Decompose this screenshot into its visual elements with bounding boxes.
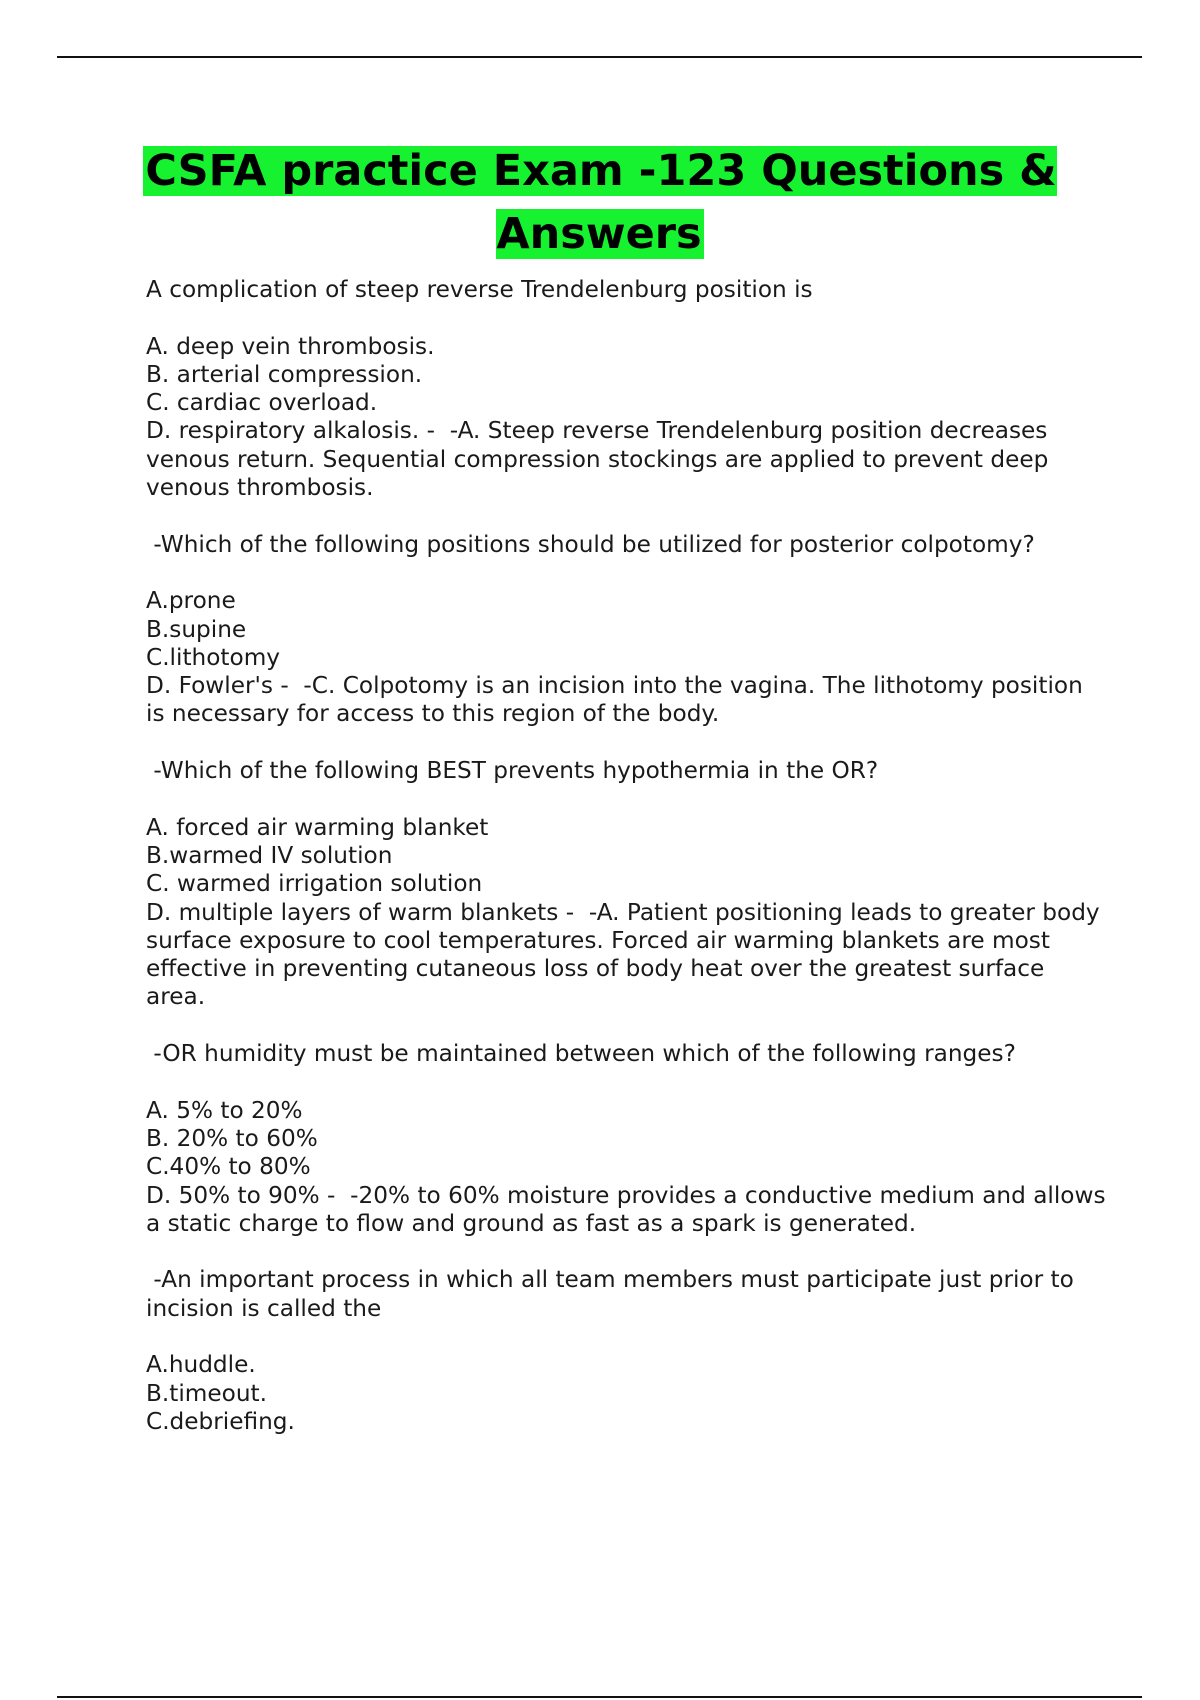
option-b: B.timeout. bbox=[146, 1379, 268, 1407]
top-rule bbox=[57, 56, 1142, 58]
option-b: B. 20% to 60% bbox=[146, 1124, 318, 1152]
option-b: B. arterial compression. bbox=[146, 360, 423, 388]
spacer bbox=[146, 1068, 1106, 1096]
option-d-and-answer: D. respiratory alkalosis. - -A. Steep reverse Trendelenburg position decreases venous return. Sequential compression stockings are applied to prevent deep venous thrombosis. bbox=[146, 417, 1056, 502]
option-c: C. warmed irrigation solution bbox=[146, 870, 483, 898]
question-stem: -Which of the following BEST prevents hypothermia in the OR? bbox=[146, 757, 879, 785]
option-a: A. 5% to 20% bbox=[146, 1096, 303, 1124]
bottom-rule bbox=[57, 1696, 1142, 1698]
page-title: CSFA practice Exam -123 Questions & Answers bbox=[145, 146, 1057, 259]
question-4 bbox=[146, 1040, 1113, 1238]
spacer bbox=[146, 1323, 1106, 1351]
option-b: B.supine bbox=[146, 615, 247, 643]
question-2 bbox=[146, 531, 1106, 729]
option-a: A. deep vein thrombosis. bbox=[146, 332, 435, 360]
option-a: A.huddle. bbox=[146, 1351, 256, 1379]
document-body bbox=[146, 276, 1113, 1464]
option-d-and-answer: D. multiple layers of warm blankets - -A. Patient positioning leads to greater body surface exposure to cool temperatures. Forced air warming blankets are most effective in preventing cutaneous loss of body heat over the greatest surface area. bbox=[146, 898, 1108, 1011]
option-c: C. cardiac overload. bbox=[146, 389, 378, 417]
question-1 bbox=[146, 276, 1106, 502]
title-block bbox=[100, 144, 1100, 270]
spacer bbox=[146, 785, 1106, 813]
option-c: C.debriefing. bbox=[146, 1407, 295, 1435]
option-d-and-answer: D. Fowler's - -C. Colpotomy is an incision into the vagina. The lithotomy position is necessary for access to this region of the body. bbox=[146, 672, 1091, 728]
spacer bbox=[146, 559, 1106, 587]
question-stem: -An important process in which all team members must participate just prior to incision is called the bbox=[146, 1266, 1082, 1322]
question-stem: -OR humidity must be maintained between which of the following ranges? bbox=[146, 1040, 1016, 1068]
option-b: B.warmed IV solution bbox=[146, 841, 393, 869]
question-stem: A complication of steep reverse Trendelenburg position is bbox=[146, 276, 813, 303]
option-a: A. forced air warming blanket bbox=[146, 813, 489, 841]
question-5 bbox=[146, 1266, 1106, 1436]
option-a: A.prone bbox=[146, 587, 236, 615]
option-d-and-answer: D. 50% to 90% - -20% to 60% moisture provides a conductive medium and allows a static charge to flow and ground as fast as a spark is generated. bbox=[146, 1181, 1113, 1237]
question-3 bbox=[146, 757, 1106, 1012]
question-stem: -Which of the following positions should be utilized for posterior colpotomy? bbox=[146, 530, 1035, 558]
option-c: C.40% to 80% bbox=[146, 1153, 311, 1181]
option-c: C.lithotomy bbox=[146, 643, 281, 671]
spacer bbox=[146, 304, 1106, 332]
